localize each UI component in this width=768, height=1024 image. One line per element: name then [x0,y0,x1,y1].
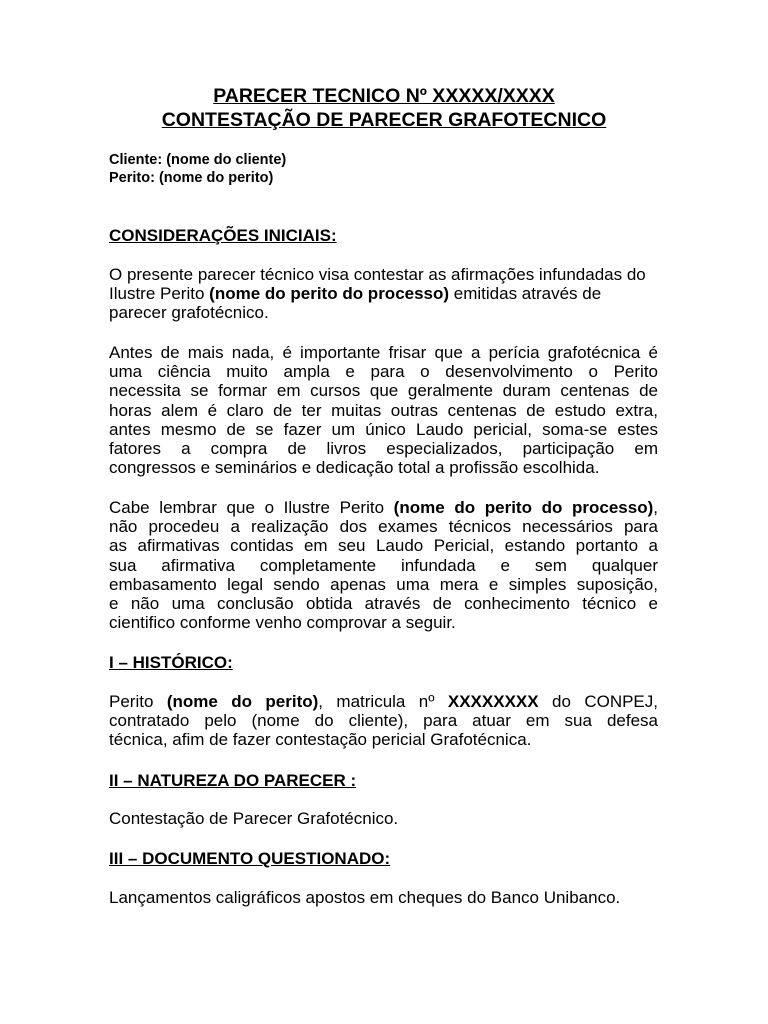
paragraph-text: Cabe lembrar que o Ilustre Perito [109,498,394,517]
document-title-subject: CONTESTAÇÃO DE PARECER GRAFOTECNICO [161,109,607,131]
paragraph-line: fatores a compra de livros especializados, participação em [109,439,658,459]
expert-name-placeholder: (nome do perito do processo) [209,284,450,304]
expert-name-placeholder: (nome do perito) [166,692,319,711]
paragraph-line: necessita se formar em cursos que geralmente duram centenas de [109,381,658,401]
considerations-paragraph-3 [109,498,658,632]
paragraph-line: cientifico conforme venho comprovar a seguir. [109,613,456,633]
section-heading-document: III – DOCUMENTO QUESTIONADO: [109,849,391,868]
section-heading-nature: II – NATUREZA DO PARECER : [109,771,357,790]
paragraph-line [109,692,658,711]
paragraph-line: e não uma conclusão obtida através de conhecimento técnico e [109,594,658,614]
paragraph-line: não procedeu a realização dos exames técnicos necessários para [109,517,658,537]
expert-name-placeholder: (nome do perito do processo) [393,498,654,517]
nature-paragraph: Contestação de Parecer Grafotécnico. [109,809,399,828]
paragraph-line: as afirmativas contidas em seu Laudo Pericial, estando portanto a [109,536,658,556]
paragraph-line: congressos e seminários e dedicação total a profissão escolhida. [109,458,600,478]
document-title-number: PARECER TECNICO Nº XXXXX/XXXX [213,85,555,107]
paragraph-line: técnica, afim de fazer contestação pericial Grafotécnica. [109,730,532,750]
paragraph-text: Perito [109,692,167,711]
section-heading-history: I – HISTÓRICO: [109,653,233,672]
paragraph-text: , matricula nº [318,692,448,711]
paragraph-line: contratado pelo (nome do cliente), para atuar em sua defesa [109,711,658,731]
expert-line: Perito: (nome do perito) [109,170,274,186]
paragraph-line: sua afirmativa completamente infundada e sem qualquer [109,555,658,575]
paragraph-line: horas alem é claro de ter muitas outras centenas de estudo extra, [109,400,658,420]
considerations-paragraph-2 [109,343,658,477]
section-heading-considerations: CONSIDERAÇÕES INICIAIS: [109,226,337,245]
history-paragraph [109,692,658,750]
client-line: Cliente: (nome do cliente) [109,152,287,168]
document-paragraph: Lançamentos caligráficos apostos em cheques do Banco Unibanco. [109,888,621,907]
paragraph-text: do CONPEJ, [538,692,658,711]
paragraph-line: uma ciência muito ampla e para o desenvolvimento o Perito [109,362,658,382]
registration-number: XXXXXXXX [447,692,539,711]
paragraph-line: embasamento legal sendo apenas uma mera e simples suposição, [109,574,658,594]
paragraph-text: O presente parecer técnico visa contestar as afirmações infundadas do Ilustre Perito [109,265,646,304]
considerations-paragraph-1 [109,265,658,323]
paragraph-text: , [653,498,659,517]
paragraph-line: antes mesmo de se fazer um único Laudo pericial, soma-se estes [109,419,658,439]
paragraph-text: emitidas através de parecer grafotécnico. [109,284,602,323]
paragraph-line [109,498,658,517]
paragraph-line: Antes de mais nada, é importante frisar que a perícia grafotécnica é [109,343,658,362]
